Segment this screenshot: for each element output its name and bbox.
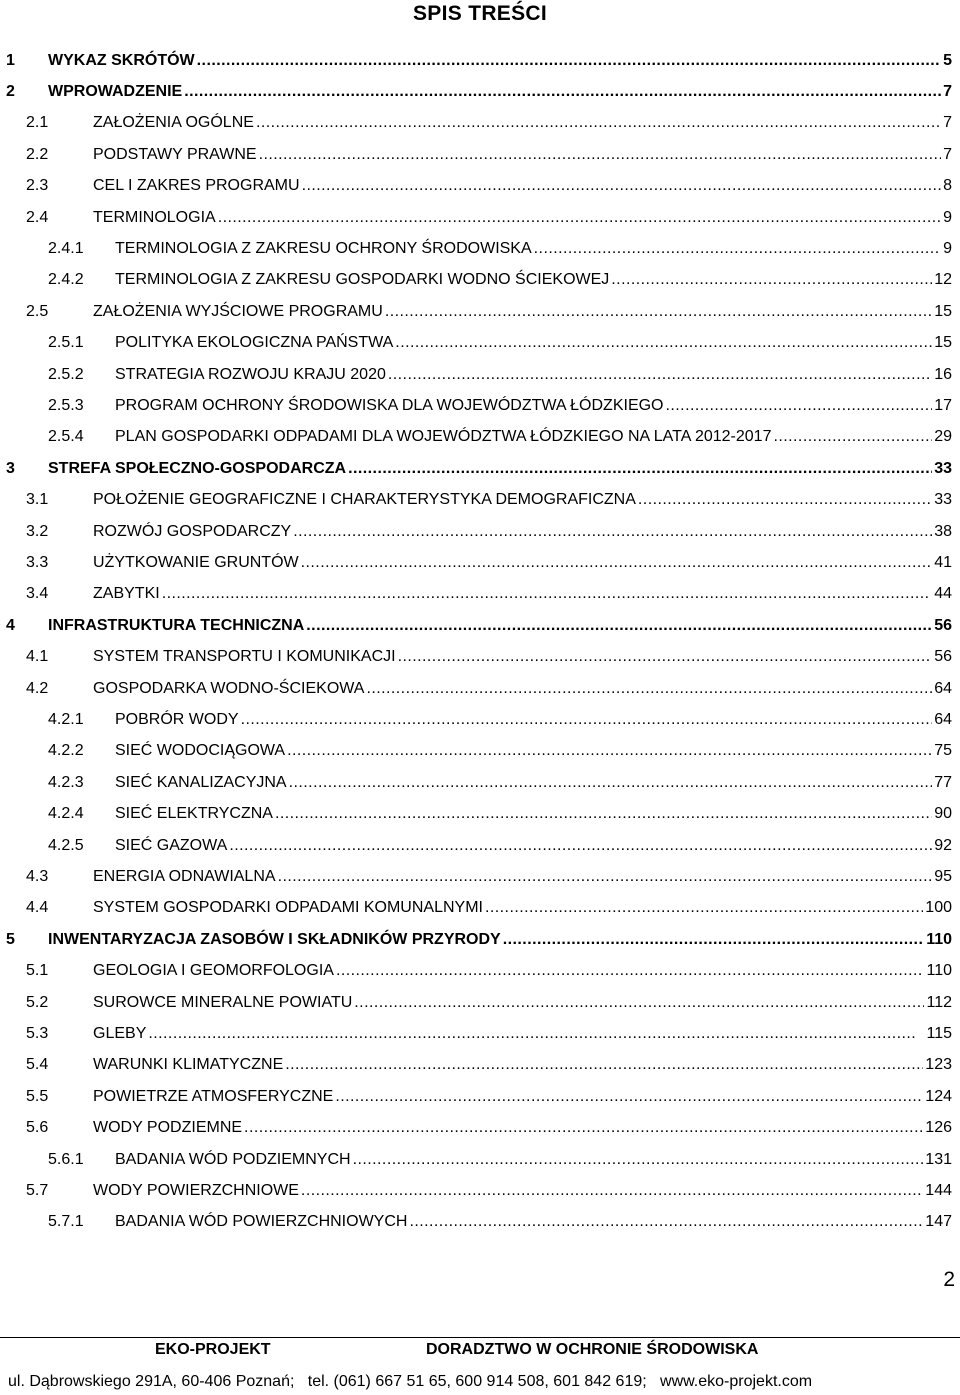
- dot-leader: [184, 83, 941, 101]
- toc-entry-label: TERMINOLOGIA Z ZAKRESU OCHRONY ŚRODOWISKA: [115, 239, 532, 257]
- footer-company: EKO-PROJEKT: [155, 1341, 271, 1358]
- dot-leader: [256, 114, 941, 132]
- toc-entry-label: BADANIA WÓD PODZIEMNYCH: [115, 1150, 351, 1168]
- toc-entry-label: SYSTEM GOSPODARKI ODPADAMI KOMUNALNYMI: [93, 899, 483, 917]
- toc-entry-number: 4.2.5: [48, 836, 84, 854]
- toc-entry-page: 77: [934, 773, 952, 791]
- dot-leader: [148, 1025, 924, 1043]
- toc-entry-label: WARUNKI KLIMATYCZNE: [93, 1056, 284, 1074]
- toc-entry-number: 2.1: [26, 114, 49, 132]
- dot-leader: [289, 774, 933, 792]
- toc-entry[interactable]: [0, 799, 960, 830]
- toc-entry[interactable]: [0, 547, 960, 578]
- dot-leader: [301, 1182, 923, 1200]
- dot-leader: [388, 366, 932, 384]
- dot-leader: [229, 837, 932, 855]
- toc-entry[interactable]: [0, 233, 960, 264]
- toc-entry-label: SUROWCE MINERALNE POWIATU: [93, 993, 353, 1011]
- toc-entry[interactable]: [0, 830, 960, 861]
- dot-leader: [534, 240, 941, 258]
- toc-entry-page: 131: [925, 1150, 952, 1168]
- toc-entry-number: 3: [6, 459, 15, 477]
- toc-entry-label: INWENTARYZACJA ZASOBÓW I SKŁADNIKÓW PRZYRODY: [48, 930, 501, 948]
- toc-entry-label: PODSTAWY PRAWNE: [93, 145, 257, 163]
- toc-entry[interactable]: [0, 1175, 960, 1206]
- toc-entry-page: 9: [943, 208, 952, 226]
- toc-entry-number: 2.4: [26, 208, 49, 226]
- dot-leader: [275, 805, 932, 823]
- toc-entry[interactable]: [0, 108, 960, 139]
- dot-leader: [336, 962, 925, 980]
- toc-entry-label: GOSPODARKA WODNO-ŚCIEKOWA: [93, 679, 365, 697]
- toc-entry-page: 15: [934, 334, 952, 352]
- toc-entry[interactable]: [0, 328, 960, 359]
- toc-entry-label: GLEBY: [93, 1024, 147, 1042]
- toc-entry[interactable]: [0, 516, 960, 547]
- toc-entry[interactable]: [0, 296, 960, 327]
- toc-entry-label: UŻYTKOWANIE GRUNTÓW: [93, 553, 299, 571]
- dot-leader: [244, 1119, 923, 1137]
- toc-entry-number: 2: [6, 82, 15, 100]
- toc-entry[interactable]: [0, 1081, 960, 1112]
- toc-entry[interactable]: [0, 1113, 960, 1144]
- toc-entry-number: 4.3: [26, 867, 49, 885]
- toc-entry-label: BADANIA WÓD POWIERZCHNIOWYCH: [115, 1213, 408, 1231]
- dot-leader: [301, 554, 933, 572]
- toc-entry[interactable]: [0, 359, 960, 390]
- toc-entry-number: 3.1: [26, 491, 49, 509]
- toc-entry-page: 112: [926, 993, 952, 1011]
- toc-entry-page: 5: [943, 51, 952, 69]
- toc-entry-label: POLITYKA EKOLOGICZNA PAŃSTWA: [115, 334, 394, 352]
- toc-entry-label: SIEĆ ELEKTRYCZNA: [115, 805, 273, 823]
- toc-entry-page: 56: [934, 648, 952, 666]
- toc-entry[interactable]: [0, 1050, 960, 1081]
- toc-entry-label: WODY POWIERZCHNIOWE: [93, 1181, 299, 1199]
- toc-entry-label: TERMINOLOGIA Z ZAKRESU GOSPODARKI WODNO ŚCIEKOWEJ: [115, 271, 610, 289]
- toc-entry[interactable]: [0, 924, 960, 955]
- toc-entry-page: 9: [943, 239, 952, 257]
- toc-entry-page: 126: [925, 1119, 952, 1137]
- toc-entry-page: 7: [943, 145, 952, 163]
- toc-entry[interactable]: [0, 987, 960, 1018]
- toc-entry-page: 147: [925, 1213, 952, 1231]
- toc-entry-number: 5.4: [26, 1056, 49, 1074]
- toc-entry-label: ENERGIA ODNAWIALNA: [93, 867, 276, 885]
- dot-leader: [241, 711, 933, 729]
- toc-entry-number: 4.2.4: [48, 805, 84, 823]
- dot-leader: [395, 334, 932, 352]
- toc-entry-page: 17: [934, 396, 952, 414]
- dot-leader: [293, 523, 932, 541]
- toc-entry[interactable]: [0, 76, 960, 107]
- footer-divider: [0, 1337, 960, 1338]
- toc-entry-label: SIEĆ KANALIZACYJNA: [115, 773, 287, 791]
- dot-leader: [285, 1056, 923, 1074]
- dot-leader: [218, 209, 941, 227]
- dot-leader: [385, 303, 932, 321]
- toc-entry-number: 5.1: [26, 962, 49, 980]
- toc-entry-number: 5: [6, 930, 15, 948]
- toc-entry[interactable]: [0, 736, 960, 767]
- dot-leader: [366, 680, 932, 698]
- toc-entry-number: 5.7.1: [48, 1213, 84, 1231]
- toc-entry-label: WODY PODZIEMNE: [93, 1119, 243, 1137]
- toc-entry-page: 44: [934, 585, 952, 603]
- toc-entry[interactable]: [0, 642, 960, 673]
- toc-entry-label: SIEĆ GAZOWA: [115, 836, 228, 854]
- toc-entry-number: 4: [6, 616, 15, 634]
- toc-entry-label: POŁOŻENIE GEOGRAFICZNE I CHARAKTERYSTYKA DEMOGRAFICZNA: [93, 491, 636, 509]
- toc-entry[interactable]: [0, 704, 960, 735]
- toc-entry-page: 12: [934, 271, 952, 289]
- toc-entry-number: 2.4.1: [48, 239, 84, 257]
- toc-entry-number: 5.7: [26, 1181, 49, 1199]
- toc-entry[interactable]: [0, 956, 960, 987]
- toc-entry-page: 56: [934, 616, 952, 634]
- toc-entry-number: 4.2.2: [48, 742, 84, 760]
- toc-entry-page: 16: [934, 365, 952, 383]
- toc-entry-number: 3.2: [26, 522, 49, 540]
- dot-leader: [197, 52, 941, 70]
- toc-entry-page: 33: [934, 491, 952, 509]
- toc-entry[interactable]: [0, 610, 960, 641]
- toc-entry-page: 92: [934, 836, 952, 854]
- toc-entry[interactable]: [0, 1018, 960, 1049]
- toc-entry-number: 1: [6, 51, 15, 69]
- toc-entry-page: 29: [934, 428, 952, 446]
- toc-entry-number: 5.3: [26, 1024, 49, 1042]
- toc-entry[interactable]: [0, 767, 960, 798]
- toc-entry-page: 123: [925, 1056, 952, 1074]
- toc-entry-page: 75: [934, 742, 952, 760]
- footer-address: ul. Dąbrowskiego 291A, 60-406 Poznań; tel. (061) 667 51 65, 600 914 508, 601 842 619; www.eko-projekt.com: [8, 1373, 813, 1390]
- dot-leader: [611, 271, 932, 289]
- dot-leader: [353, 1151, 924, 1169]
- dot-leader: [409, 1213, 923, 1231]
- toc-entry-label: PROGRAM OCHRONY ŚRODOWISKA DLA WOJEWÓDZTWA ŁÓDZKIEGO: [115, 396, 664, 414]
- dot-leader: [302, 177, 942, 195]
- toc-entry-label: ZAŁOŻENIA WYJŚCIOWE PROGRAMU: [93, 302, 383, 320]
- dot-leader: [259, 146, 942, 164]
- toc-entry-label: WPROWADZENIE: [48, 82, 183, 100]
- dot-leader: [773, 428, 932, 446]
- toc-entry-number: 2.4.2: [48, 271, 84, 289]
- toc-entry-page: 8: [943, 177, 952, 195]
- toc-entry-number: 5.2: [26, 993, 49, 1011]
- toc-entry-page: 115: [926, 1024, 952, 1042]
- toc-entry[interactable]: [0, 422, 960, 453]
- toc-entry-page: 144: [925, 1181, 952, 1199]
- toc-entry-page: 110: [926, 962, 952, 980]
- toc-entry[interactable]: [0, 453, 960, 484]
- toc-entry-number: 4.4: [26, 899, 49, 917]
- dot-leader: [485, 899, 923, 917]
- toc-entry[interactable]: [0, 485, 960, 516]
- toc-entry-page: 90: [934, 805, 952, 823]
- toc-entry[interactable]: [0, 1144, 960, 1175]
- page-number: 2: [943, 1268, 955, 1291]
- toc-entry[interactable]: [0, 861, 960, 892]
- toc-entry-page: 33: [934, 459, 952, 477]
- toc-entry-number: 3.3: [26, 553, 49, 571]
- toc-entry-page: 100: [925, 899, 952, 917]
- toc-entry-number: 2.5.4: [48, 428, 84, 446]
- toc-entry[interactable]: [0, 265, 960, 296]
- toc-entry-page: 7: [943, 114, 952, 132]
- dot-leader: [354, 994, 924, 1012]
- toc-entry-page: 64: [934, 679, 952, 697]
- toc-entry-page: 38: [934, 522, 952, 540]
- toc-entry-page: 95: [934, 867, 952, 885]
- toc-entry-label: CEL I ZAKRES PROGRAMU: [93, 177, 300, 195]
- toc-entry-number: 2.5.3: [48, 396, 84, 414]
- toc-entry-page: 124: [925, 1087, 952, 1105]
- dot-leader: [638, 491, 932, 509]
- toc-entry-page: 41: [934, 553, 952, 571]
- toc-entry-label: POBRÓR WODY: [115, 710, 239, 728]
- toc-entry-page: 64: [934, 710, 952, 728]
- toc-entry[interactable]: [0, 579, 960, 610]
- toc-entry[interactable]: [0, 171, 960, 202]
- toc-entry-label: INFRASTRUKTURA TECHNICZNA: [48, 616, 305, 634]
- footer-tagline: DORADZTWO W OCHRONIE ŚRODOWISKA: [426, 1341, 759, 1358]
- toc-entry-number: 5.6.1: [48, 1150, 84, 1168]
- toc-entry-number: 2.3: [26, 177, 49, 195]
- toc-entry-label: WYKAZ SKRÓTÓW: [48, 51, 195, 69]
- toc-entry-page: 110: [926, 930, 952, 948]
- toc-entry[interactable]: [0, 202, 960, 233]
- toc-entry-number: 4.1: [26, 648, 49, 666]
- toc-entry[interactable]: [0, 673, 960, 704]
- toc-entry-number: 5.5: [26, 1087, 49, 1105]
- toc-entry-label: PLAN GOSPODARKI ODPADAMI DLA WOJEWÓDZTWA ŁÓDZKIEGO NA LATA 2012-2017: [115, 428, 772, 446]
- dot-leader: [306, 617, 932, 635]
- dot-leader: [162, 585, 933, 603]
- toc-entry-number: 3.4: [26, 585, 49, 603]
- toc-entry-label: SIEĆ WODOCIĄGOWA: [115, 742, 286, 760]
- toc-entry-label: ZAŁOŻENIA OGÓLNE: [93, 114, 254, 132]
- toc-entry-number: 5.6: [26, 1119, 49, 1137]
- toc-entry-number: 2.5: [26, 302, 49, 320]
- toc-entry-label: STRATEGIA ROZWOJU KRAJU 2020: [115, 365, 386, 383]
- dot-leader: [287, 742, 932, 760]
- toc-entry-number: 2.2: [26, 145, 49, 163]
- toc-entry-number: 2.5.2: [48, 365, 84, 383]
- dot-leader: [335, 1088, 923, 1106]
- toc-entry[interactable]: [0, 45, 960, 76]
- toc-entry-label: TERMINOLOGIA: [93, 208, 216, 226]
- toc-entry-label: ZABYTKI: [93, 585, 160, 603]
- toc-entry-label: GEOLOGIA I GEOMORFOLOGIA: [93, 962, 334, 980]
- toc-entry[interactable]: [0, 893, 960, 924]
- toc-entry-label: SYSTEM TRANSPORTU I KOMUNIKACJI: [93, 648, 396, 666]
- toc-title: SPIS TREŚCI: [413, 2, 547, 25]
- toc-entry-page: 7: [943, 82, 952, 100]
- dot-leader: [278, 868, 933, 886]
- toc-entry-number: 4.2: [26, 679, 49, 697]
- dot-leader: [666, 397, 933, 415]
- toc-entry-number: 2.5.1: [48, 334, 84, 352]
- toc-entry-page: 15: [934, 302, 952, 320]
- toc-entry[interactable]: [0, 139, 960, 170]
- toc-entry-label: STREFA SPOŁECZNO-GOSPODARCZA: [48, 459, 347, 477]
- toc-entry-label: POWIETRZE ATMOSFERYCZNE: [93, 1087, 334, 1105]
- toc-entry-number: 4.2.3: [48, 773, 84, 791]
- toc-entry-label: ROZWÓJ GOSPODARCZY: [93, 522, 292, 540]
- toc-entry-number: 4.2.1: [48, 710, 84, 728]
- dot-leader: [503, 931, 924, 949]
- dot-leader: [348, 460, 932, 478]
- dot-leader: [398, 648, 933, 666]
- toc-entry[interactable]: [0, 390, 960, 421]
- toc-entry[interactable]: [0, 1207, 960, 1238]
